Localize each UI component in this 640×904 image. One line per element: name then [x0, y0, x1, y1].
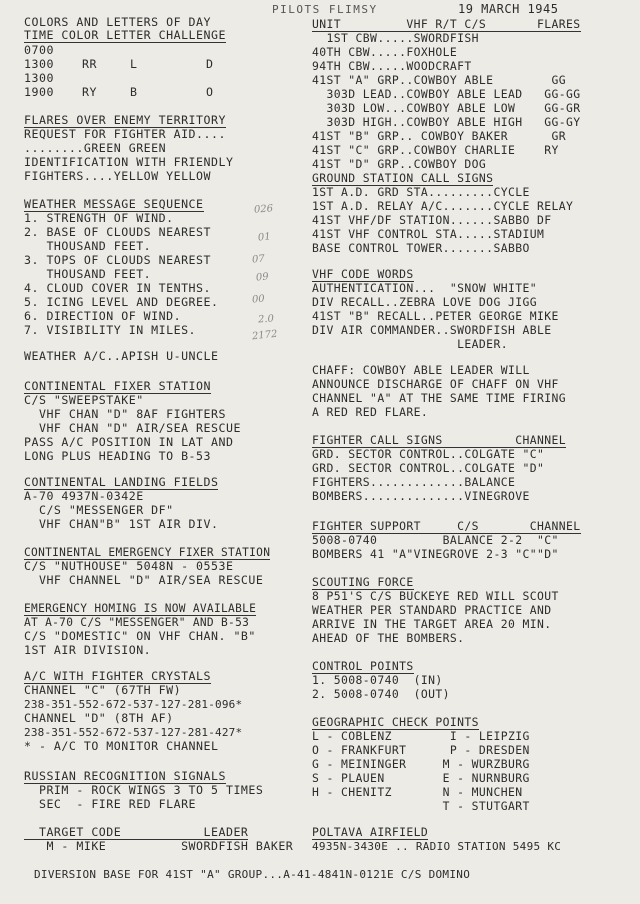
unit-row: 40TH CBW.....FOXHOLE: [312, 45, 458, 59]
crystals-line: 238-351-552-672-537-127-281-427*: [24, 726, 243, 739]
colors-challenge: D: [206, 57, 214, 71]
emergency-fixer-heading: CONTINENTAL EMERGENCY FIXER STATION: [24, 546, 271, 559]
fighter-support-row: 5008-0740 BALANCE 2-2 "C": [312, 533, 559, 547]
document-title: PILOTS FLIMSY: [272, 3, 378, 16]
code-word-row: DIV AIR COMMANDER..SWORDFISH ABLE: [312, 323, 552, 337]
ground-row: 41ST VHF/DF STATION......SABBO DF: [312, 213, 552, 227]
unit-row: 41ST "A" GRP..COWBOY ABLE GG: [312, 73, 567, 87]
colors-heading: COLORS AND LETTERS OF DAY: [24, 15, 212, 29]
flares-line: IDENTIFICATION WITH FRIENDLY: [24, 155, 234, 169]
colors-letter: B: [130, 85, 138, 99]
flares-line: ........GREEN GREEN: [24, 141, 167, 155]
crystals-line: CHANNEL "C" (67TH FW): [24, 683, 182, 697]
colors-color: RY: [82, 85, 97, 99]
scouting-row: ARRIVE IN THE TARGET AREA 20 MIN.: [312, 617, 552, 631]
fighter-support-row: BOMBERS 41 "A"VINEGROVE 2-3 "C""D": [312, 547, 559, 561]
colors-time: 1900: [24, 85, 54, 99]
ground-heading: GROUND STATION CALL SIGNS: [312, 171, 494, 185]
unit-row: 303D LEAD..COWBOY ABLE LEAD GG-GG: [312, 87, 581, 101]
colors-color: RR: [82, 57, 97, 71]
homing-heading: EMERGENCY HOMING IS NOW AVAILABLE: [24, 602, 257, 615]
unit-row: 41ST "D" GRP..COWBOY DOG: [312, 157, 487, 171]
crystals-line: CHANNEL "D" (8TH AF): [24, 711, 174, 725]
geo-row: L - COBLENZ I - LEIPZIG: [312, 729, 530, 743]
landing-line: C/S "MESSENGER DF": [24, 503, 174, 517]
weather-heading: WEATHER MESSAGE SEQUENCE: [24, 197, 204, 211]
unit-row: 303D HIGH..COWBOY ABLE HIGH GG-GY: [312, 115, 581, 129]
fighter-calls-heading: FIGHTER CALL SIGNS CHANNEL: [312, 433, 567, 447]
colors-time: 1300: [24, 57, 54, 71]
weather-line: 6. DIRECTION OF WIND.: [24, 309, 182, 323]
emergency-fixer-line: C/S "NUTHOUSE" 5048N - 0553E: [24, 559, 234, 573]
target-line: M - MIKE SWORDFISH BAKER: [24, 839, 294, 853]
weather-line: 5. ICING LEVEL AND DEGREE.: [24, 295, 219, 309]
emergency-fixer-line: VHF CHANNEL "D" AIR/SEA RESCUE: [24, 573, 264, 587]
control-heading: CONTROL POINTS: [312, 659, 414, 673]
colors-subheading: TIME COLOR LETTER CHALLENGE: [24, 28, 226, 42]
landing-heading: CONTINENTAL LANDING FIELDS: [24, 475, 219, 489]
handwritten-note: 2.0: [257, 313, 275, 326]
russian-line: SEC - FIRE RED FLARE: [24, 797, 197, 811]
scouting-row: 8 P51'S C/S BUCKEYE RED WILL SCOUT: [312, 589, 559, 603]
geo-row: O - FRANKFURT P - DRESDEN: [312, 743, 530, 757]
weather-line: 1. STRENGTH OF WIND.: [24, 211, 174, 225]
geo-heading: GEOGRAPHIC CHECK POINTS: [312, 715, 479, 729]
geo-row: T - STUTGART: [312, 799, 530, 813]
flares-heading: FLARES OVER ENEMY TERRITORY: [24, 113, 226, 127]
colors-time: 0700: [24, 43, 54, 57]
fixer-line: VHF CHAN "D" AIR/SEA RESCUE: [24, 421, 241, 435]
scouting-heading: SCOUTING FORCE: [312, 575, 414, 589]
chaff-row: ANNOUNCE DISCHARGE OF CHAFF ON VHF: [312, 377, 559, 391]
fighter-call-row: GRD. SECTOR CONTROL..COLGATE "C": [312, 447, 545, 461]
russian-line: PRIM - ROCK WINGS 3 TO 5 TIMES: [24, 783, 264, 797]
landing-line: VHF CHAN"B" 1ST AIR DIV.: [24, 517, 219, 531]
fighter-support-heading: FIGHTER SUPPORT C/S CHANNEL: [312, 519, 581, 533]
code-word-row: 41ST "B" RECALL..PETER GEORGE MIKE: [312, 309, 559, 323]
fighter-call-row: FIGHTERS.............BALANCE: [312, 475, 516, 489]
ground-row: BASE CONTROL TOWER.......SABBO: [312, 241, 530, 255]
poltava-heading: POLTAVA AIRFIELD: [312, 825, 429, 839]
scouting-row: AHEAD OF THE BOMBERS.: [312, 631, 465, 645]
crystals-line: 238-351-552-672-537-127-281-096*: [24, 698, 243, 711]
chaff-row: CHANNEL "A" AT THE SAME TIME FIRING: [312, 391, 567, 405]
landing-line: A-70 4937N-0342E: [24, 489, 144, 503]
chaff-row: A RED RED FLARE.: [312, 405, 429, 419]
geo-row: S - PLAUEN E - NURNBURG: [312, 771, 530, 785]
weather-line: 7. VISIBILITY IN MILES.: [24, 323, 197, 337]
unit-row: 41ST "C" GRP..COWBOY CHARLIE RY: [312, 143, 559, 157]
handwritten-note: 07: [251, 253, 266, 266]
weather-line: 4. CLOUD COVER IN TENTHS.: [24, 281, 212, 295]
crystals-line: * - A/C TO MONITOR CHANNEL: [24, 739, 219, 753]
target-heading: TARGET CODE LEADER: [24, 825, 249, 839]
handwritten-note: 00: [251, 293, 266, 306]
unit-row: 41ST "B" GRP.. COWBOY BAKER GR: [312, 129, 567, 143]
homing-line: C/S "DOMESTIC" ON VHF CHAN. "B": [24, 629, 256, 643]
fixer-line: PASS A/C POSITION IN LAT AND: [24, 435, 234, 449]
fixer-heading: CONTINENTAL FIXER STATION: [24, 379, 212, 393]
ground-row: 1ST A.D. RELAY A/C.......CYCLE RELAY: [312, 199, 574, 213]
scouting-row: WEATHER PER STANDARD PRACTICE AND: [312, 603, 552, 617]
poltava-line: 4935N-3430E .. RADIO STATION 5495 KC: [312, 840, 562, 853]
homing-line: 1ST AIR DIVISION.: [24, 643, 152, 657]
handwritten-note: 09: [255, 271, 270, 284]
weather-line: 3. TOPS OF CLOUDS NEAREST: [24, 253, 212, 267]
flares-line: FIGHTERS....YELLOW YELLOW: [24, 169, 212, 183]
weather-line: THOUSAND FEET.: [24, 239, 152, 253]
ground-row: 41ST VHF CONTROL STA.....STADIUM: [312, 227, 545, 241]
chaff-row: CHAFF: COWBOY ABLE LEADER WILL: [312, 363, 530, 377]
control-row: 1. 5008-0740 (IN): [312, 673, 443, 687]
fixer-line: LONG PLUS HEADING TO B-53: [24, 449, 212, 463]
ground-row: 1ST A.D. GRD STA.........CYCLE: [312, 185, 530, 199]
homing-line: AT A-70 C/S "MESSENGER" AND B-53: [24, 616, 250, 629]
code-word-row: LEADER.: [312, 337, 508, 351]
code-words-heading: VHF CODE WORDS: [312, 267, 414, 281]
handwritten-note: 2172: [251, 328, 278, 343]
russian-heading: RUSSIAN RECOGNITION SIGNALS: [24, 769, 226, 783]
document-date: 19 MARCH 1945: [458, 2, 559, 16]
fighter-call-row: GRD. SECTOR CONTROL..COLGATE "D": [312, 461, 545, 475]
crystals-heading: A/C WITH FIGHTER CRYSTALS: [24, 669, 212, 683]
fixer-line: VHF CHAN "D" 8AF FIGHTERS: [24, 407, 226, 421]
weather-line: 2. BASE OF CLOUDS NEAREST: [24, 225, 212, 239]
diversion-base: DIVERSION BASE FOR 41ST "A" GROUP...A-41-4841N-0121E C/S DOMINO: [34, 868, 471, 881]
units-heading: UNIT VHF R/T C/S FLARES: [312, 17, 581, 31]
handwritten-note: 01: [257, 231, 272, 244]
unit-row: 303D LOW...COWBOY ABLE LOW GG-GR: [312, 101, 581, 115]
unit-row: 94TH CBW.....WOODCRAFT: [312, 59, 472, 73]
weather-line: THOUSAND FEET.: [24, 267, 152, 281]
handwritten-note: 026: [253, 203, 274, 216]
colors-challenge: O: [206, 85, 214, 99]
control-row: 2. 5008-0740 (OUT): [312, 687, 450, 701]
fighter-call-row: BOMBERS..............VINEGROVE: [312, 489, 530, 503]
weather-ac: WEATHER A/C..APISH U-UNCLE: [24, 349, 219, 363]
code-word-row: DIV RECALL..ZEBRA LOVE DOG JIGG: [312, 295, 537, 309]
flares-line: REQUEST FOR FIGHTER AID....: [24, 127, 226, 141]
colors-time: 1300: [24, 71, 54, 85]
geo-row: G - MEININGER M - WURZBURG: [312, 757, 530, 771]
geo-row: H - CHENITZ N - MUNCHEN: [312, 785, 523, 799]
code-word-row: AUTHENTICATION... "SNOW WHITE": [312, 281, 537, 295]
unit-row: 1ST CBW.....SWORDFISH: [312, 31, 479, 45]
fixer-line: C/S "SWEEPSTAKE": [24, 393, 144, 407]
colors-letter: L: [130, 57, 138, 71]
